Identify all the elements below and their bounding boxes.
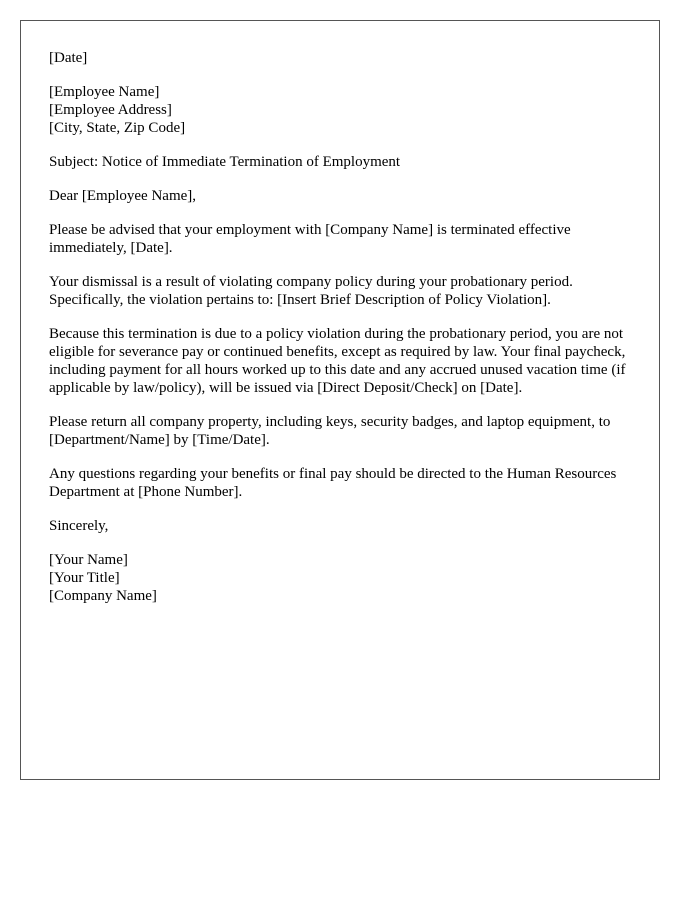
letter-closing: Sincerely, <box>49 518 109 534</box>
paragraph-questions-contact: Any questions regarding your benefits or final pay should be directed to the Human Resources Department at [Phone Number]. <box>49 466 617 500</box>
paragraph-dismissal-reason: Your dismissal is a result of violating company policy during your probationary period. Specifically, the violation pertains to: [Insert Brief Description of Policy Violation]. <box>49 274 573 308</box>
recipient-block <box>49 83 639 137</box>
paragraph-return-property: Please return all company property, including keys, security badges, and laptop equipment, to [Department/Name] by [Time/Date]. <box>49 414 611 448</box>
letter-date: [Date] <box>49 50 88 66</box>
paragraph-termination-notice: Please be advised that your employment with [Company Name] is terminated effective immediately, [Date]. <box>49 222 571 256</box>
recipient-name: [Employee Name] <box>49 84 160 100</box>
letter-page <box>20 20 660 780</box>
signature-block <box>49 551 639 605</box>
letter-body <box>49 49 639 621</box>
signature-company: [Company Name] <box>49 588 157 604</box>
recipient-address: [Employee Address] <box>49 102 172 118</box>
paragraph-severance-paycheck: Because this termination is due to a policy violation during the probationary period, you are not eligible for severance pay or continued benefits, except as required by law. Your final paycheck, including payment for all hours worked up to this date and any accrued unused vacation time (if applicable by law/policy), will be issued via [Direct Deposit/Check] on [Date]. <box>49 326 626 396</box>
letter-subject: Subject: Notice of Immediate Termination of Employment <box>49 154 401 170</box>
recipient-city-state-zip: [City, State, Zip Code] <box>49 120 186 136</box>
signature-name: [Your Name] <box>49 552 128 568</box>
letter-salutation: Dear [Employee Name], <box>49 188 197 204</box>
signature-title: [Your Title] <box>49 570 120 586</box>
